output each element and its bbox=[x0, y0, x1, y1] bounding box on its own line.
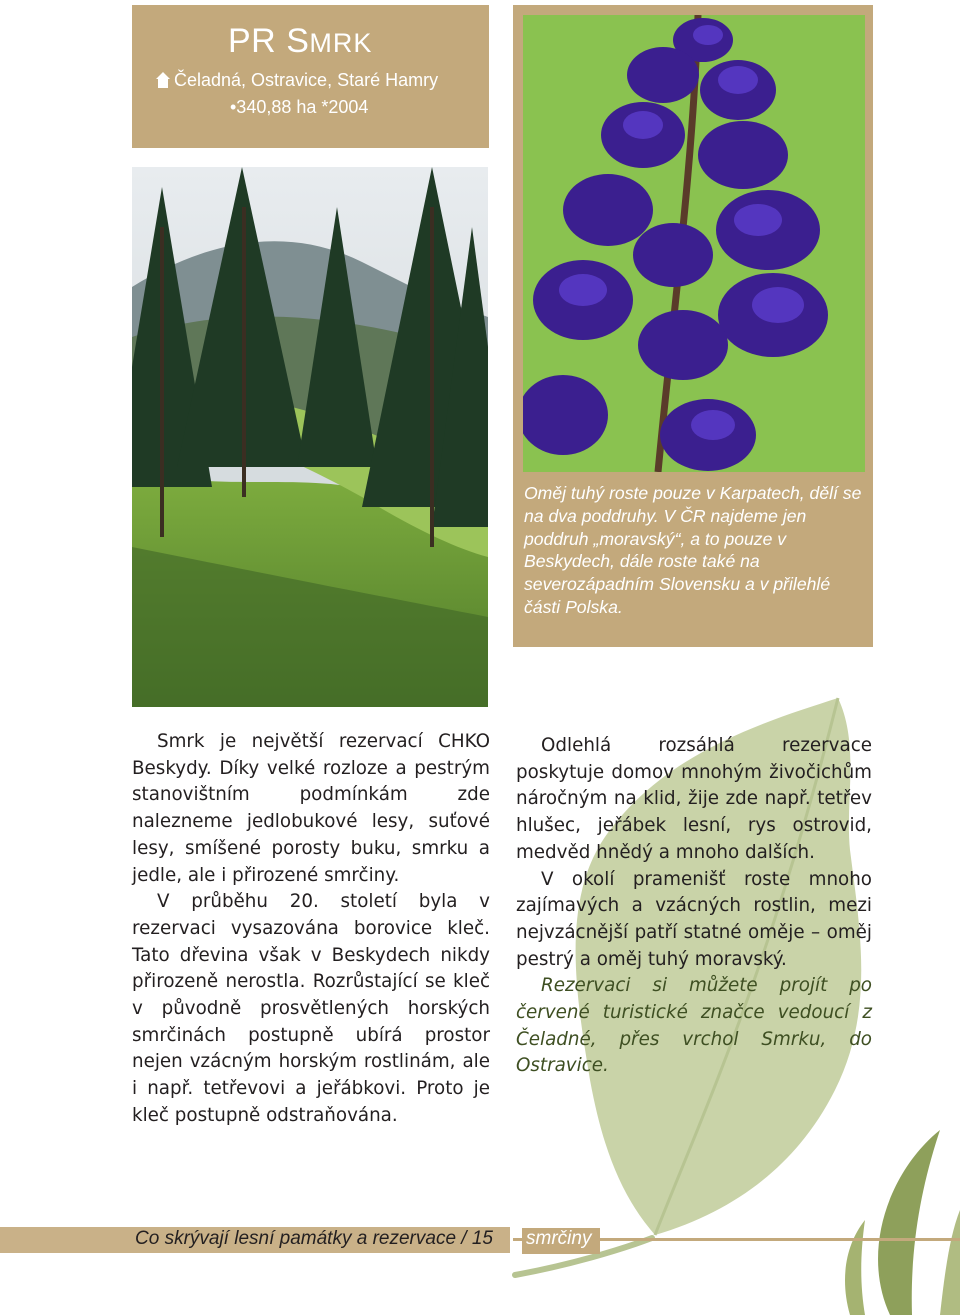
footer-label: Co skrývají lesní památky a rezervace / 15 bbox=[135, 1228, 493, 1249]
page-title: PR SMRK bbox=[228, 22, 373, 60]
right-paragraph-1: Odlehlá rozsáhlá rezervace poskytuje domov mnohým živočichům náročným na klid, žije zde např. tetřev hlušec, jeřábek lesní, rys ostrovid, medvěd hnědý a mnoho dalších. bbox=[516, 735, 872, 863]
forest-photo bbox=[132, 167, 488, 707]
location-line bbox=[156, 70, 438, 91]
footer-section-label: smrčiny bbox=[522, 1228, 600, 1254]
house-icon bbox=[156, 72, 170, 88]
left-paragraph-2: V průběhu 20. století byla v rezervaci vysazována borovice kleč. Tato dřevina však v Beskydech nikdy přirozeně nerostla. Rozrůstající se kleč v původně prosvětlených horských smrčinách postupně ubírá prostor nejen vzácným horským rostlinám, ale i např. tetřevovi a jeřábkovi. Proto je kleč postupně odstraňována. bbox=[132, 891, 490, 1126]
right-paragraph-2: V okolí pramenišť roste mnoho zajímavých a vzácných rostlin, mezi nejvzácnější patří statné oměje – oměj pestrý a oměj tuhý moravský. bbox=[516, 868, 872, 970]
flower-photo bbox=[523, 15, 865, 472]
right-column bbox=[516, 733, 872, 1080]
flower-caption: Oměj tuhý roste pouze v Karpatech, dělí se na dva poddruhy. V ČR najdeme jen poddruh „moravský“, a to pouze v Beskydech, dále roste také na severozápadním Slovensku a v přilehlé části Polska. bbox=[524, 483, 862, 617]
area-line: •340,88 ha *2004 bbox=[230, 97, 369, 117]
left-paragraph-1: Smrk je největší rezervací CHKO Beskydy. Díky velké rozloze a pestrým stanovištním podmínkám zde nalezneme jedlobukové lesy, suťové lesy, smíšené porosty buku, smrku a jedle, ale i přirozené smrčiny. bbox=[132, 731, 490, 886]
right-paragraph-3: Rezervaci si můžete projít po červené turistické značce vedoucí z Čeladné, přes vrchol Smrku, do Ostravice. bbox=[516, 975, 872, 1077]
left-column bbox=[132, 729, 490, 1130]
location-text: Čeladná, Ostravice, Staré Hamry bbox=[174, 70, 439, 90]
grass-blade bbox=[878, 1130, 940, 1315]
